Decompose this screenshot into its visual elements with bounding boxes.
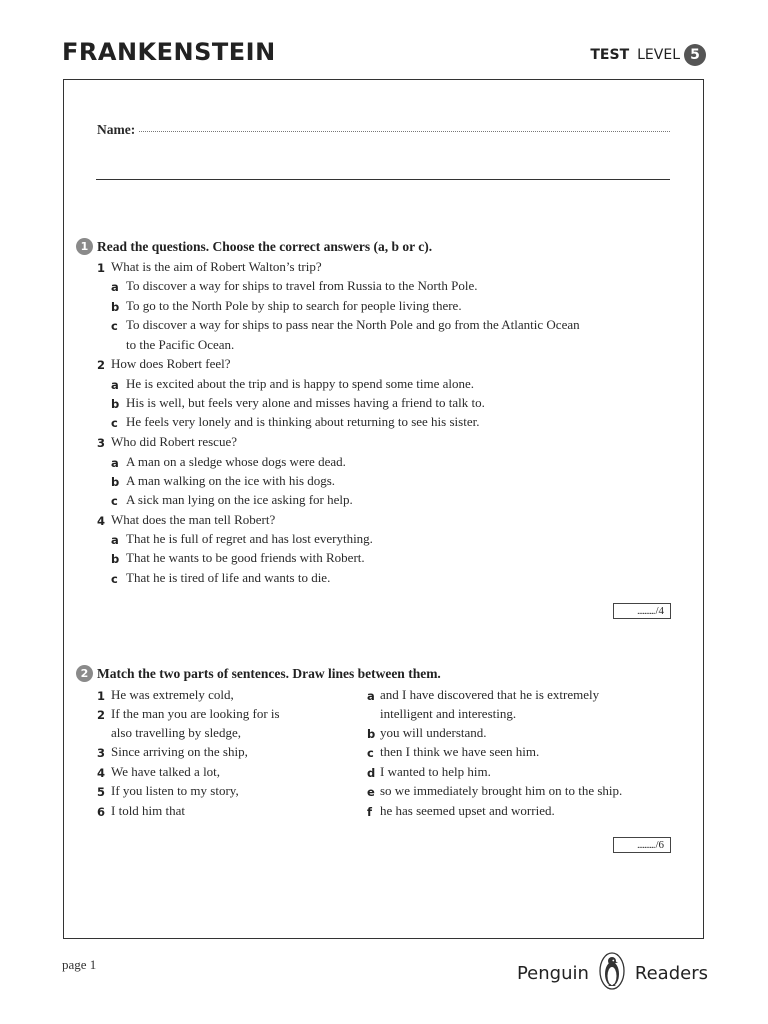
- question-3-option-b-letter[interactable]: b: [111, 475, 120, 489]
- section-1-heading: [76, 238, 432, 255]
- question-3-option-a-letter[interactable]: a: [111, 456, 119, 470]
- match-left-2-text[interactable]: If the man you are looking for is: [111, 706, 280, 721]
- question-1-option-b-letter[interactable]: b: [111, 300, 120, 314]
- section-1-score-total: /4: [655, 605, 664, 617]
- section-2-score-total: /6: [655, 839, 664, 851]
- question-1-option-c-letter[interactable]: c: [111, 319, 118, 333]
- question-2-option-a-letter[interactable]: a: [111, 378, 119, 392]
- match-right-f-text[interactable]: he has seemed upset and worried.: [380, 803, 555, 818]
- match-right-f-letter: f: [367, 805, 373, 819]
- match-right-c-letter: c: [367, 746, 374, 760]
- question-4-text: What does the man tell Robert?: [111, 512, 276, 527]
- match-right-a-text-cont[interactable]: intelligent and interesting.: [380, 706, 517, 721]
- match-right-b-letter: b: [367, 727, 376, 741]
- question-3-number: 3: [97, 436, 106, 450]
- match-right-d-text[interactable]: I wanted to help him.: [380, 764, 491, 779]
- penguin-icon: [599, 952, 625, 995]
- question-2-option-c-text[interactable]: He feels very lonely and is thinking about returning to see his sister.: [126, 414, 480, 429]
- match-right-e-letter: e: [367, 785, 375, 799]
- question-1-option-c-text-cont[interactable]: to the Pacific Ocean.: [126, 337, 235, 352]
- match-left-3-number: 3: [97, 746, 106, 760]
- match-left-6-number: 6: [97, 805, 106, 819]
- question-3-option-c-letter[interactable]: c: [111, 494, 118, 508]
- page-number: page 1: [62, 957, 97, 972]
- question-4-option-c-text[interactable]: That he is tired of life and wants to die.: [126, 570, 331, 585]
- section-2-number-badge: 2: [76, 665, 93, 682]
- question-2-number: 2: [97, 358, 106, 372]
- question-4-option-a-letter[interactable]: a: [111, 533, 119, 547]
- question-3-option-a-text[interactable]: A man on a sledge whose dogs were dead.: [126, 454, 346, 469]
- match-left-1-number: 1: [97, 689, 106, 703]
- question-1-option-a-letter[interactable]: a: [111, 280, 119, 294]
- match-left-1-text[interactable]: He was extremely cold,: [111, 687, 234, 702]
- match-right-a-letter: a: [367, 689, 375, 703]
- match-left-6-text[interactable]: I told him that: [111, 803, 186, 818]
- question-4-option-c-letter[interactable]: c: [111, 572, 118, 586]
- level-label: LEVEL: [637, 47, 680, 63]
- name-dotted-line[interactable]: [139, 130, 670, 132]
- match-right-b-text[interactable]: you will understand.: [380, 725, 487, 740]
- question-1-option-a-text[interactable]: To discover a way for ships to travel from Russia to the North Pole.: [126, 278, 478, 293]
- name-field[interactable]: [97, 122, 670, 138]
- match-left-2-number: 2: [97, 708, 106, 722]
- match-right-d-letter: d: [367, 766, 376, 780]
- test-level-label: [590, 44, 706, 66]
- page-title: FRANKENSTEIN: [62, 38, 276, 66]
- match-left-5-text[interactable]: If you listen to my story,: [111, 783, 239, 798]
- section-1-number-badge: 1: [76, 238, 93, 255]
- section-2-score-box[interactable]: .......... /6: [613, 837, 671, 853]
- question-2-option-b-letter[interactable]: b: [111, 397, 120, 411]
- question-3-text: Who did Robert rescue?: [111, 434, 237, 449]
- level-number-badge: 5: [684, 44, 706, 66]
- match-left-2-text-cont[interactable]: also travelling by sledge,: [111, 725, 241, 740]
- name-underline: [96, 179, 670, 180]
- question-4-option-b-letter[interactable]: b: [111, 552, 120, 566]
- section-1-instruction: Read the questions. Choose the correct answers (a, b or c).: [97, 238, 433, 254]
- question-2-text: How does Robert feel?: [111, 356, 231, 371]
- section-2-heading: [76, 665, 441, 682]
- question-1-text: What is the aim of Robert Walton’s trip?: [111, 259, 322, 274]
- match-left-3-text[interactable]: Since arriving on the ship,: [111, 744, 248, 759]
- section-1-score-box[interactable]: .......... /4: [613, 603, 671, 619]
- brand-readers-text: Readers: [634, 963, 708, 984]
- question-2-option-a-text[interactable]: He is excited about the trip and is happy to spend some time alone.: [126, 376, 475, 391]
- question-4-number: 4: [97, 514, 106, 528]
- question-1-option-b-text[interactable]: To go to the North Pole by ship to search for people living there.: [126, 298, 462, 313]
- brand-penguin-text: Penguin: [516, 963, 589, 984]
- question-3-option-b-text[interactable]: A man walking on the ice with his dogs.: [126, 473, 336, 488]
- question-3-option-c-text[interactable]: A sick man lying on the ice asking for help.: [126, 492, 353, 507]
- match-right-a-text[interactable]: and I have discovered that he is extremely: [380, 687, 600, 702]
- penguin-readers-logo: [517, 952, 708, 995]
- question-2-option-b-text[interactable]: His is well, but feels very alone and misses having a friend to talk to.: [126, 395, 485, 410]
- question-4-option-b-text[interactable]: That he wants to be good friends with Robert.: [126, 550, 365, 565]
- match-left-4-text[interactable]: We have talked a lot,: [111, 764, 221, 779]
- test-label: TEST: [590, 47, 630, 63]
- match-right-c-text[interactable]: then I think we have seen him.: [380, 744, 540, 759]
- section-2-instruction: Match the two parts of sentences. Draw lines between them.: [97, 665, 441, 681]
- question-1-option-c-text[interactable]: To discover a way for ships to pass near the North Pole and go from the Atlantic Ocean: [126, 317, 580, 332]
- question-2-option-c-letter[interactable]: c: [111, 416, 118, 430]
- question-4-option-a-text[interactable]: That he is full of regret and has lost everything.: [126, 531, 373, 546]
- name-label: Name:: [97, 122, 136, 137]
- match-left-4-number: 4: [97, 766, 106, 780]
- match-right-e-text[interactable]: so we immediately brought him on to the ship.: [380, 783, 623, 798]
- match-left-5-number: 5: [97, 785, 106, 799]
- question-1-number: 1: [97, 261, 106, 275]
